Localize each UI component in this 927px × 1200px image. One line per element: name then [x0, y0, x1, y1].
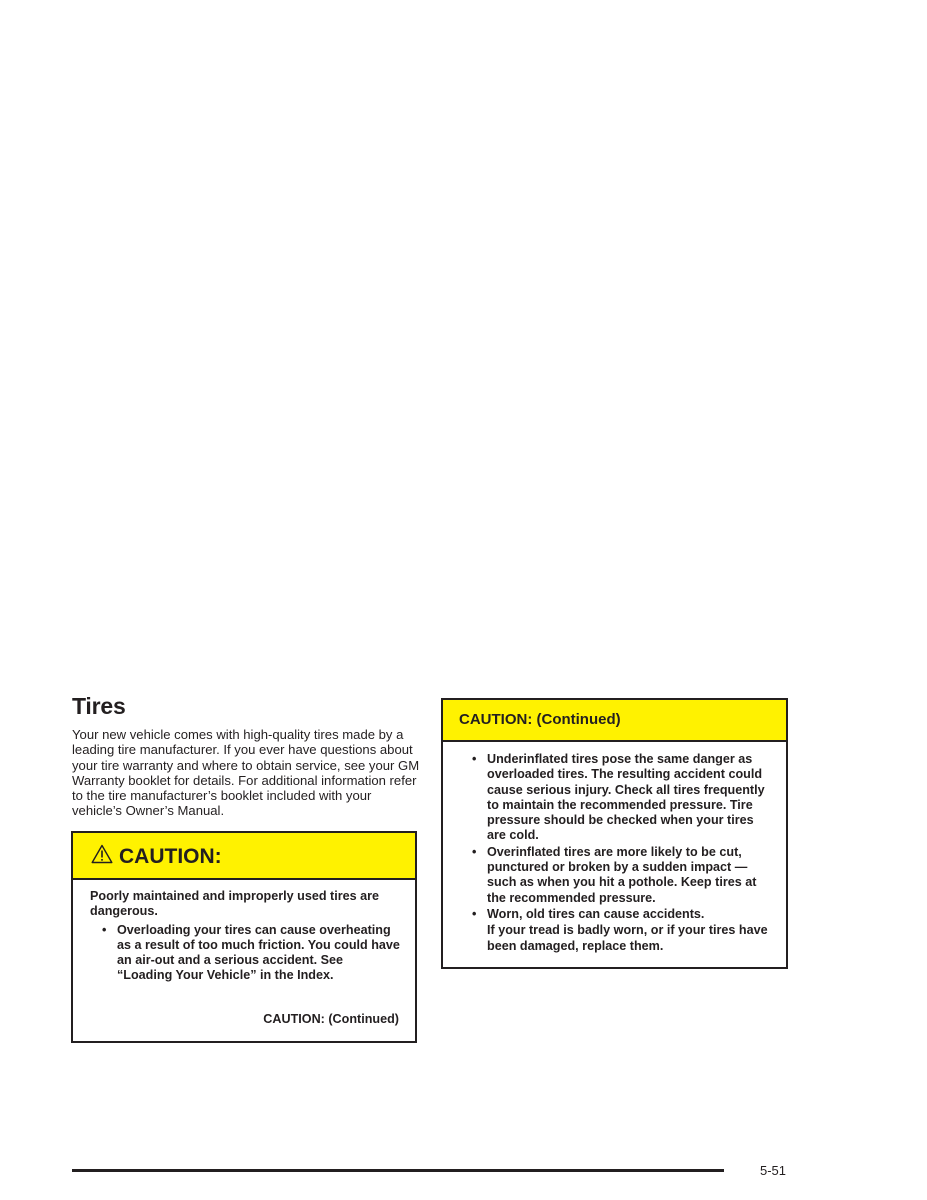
list-item-text: Worn, old tires can cause accidents.: [487, 906, 705, 921]
list-item: [459, 907, 772, 922]
caution-extra-text: If your tread is badly worn, or if your tires have been damaged, replace them.: [487, 923, 768, 953]
list-item-text: Overloading your tires can cause overheating as a result of too much friction. You could have an air-out and a serious accident. See “Loading Your Vehicle” in the Index.: [117, 922, 400, 983]
page-number: 5-51: [760, 1163, 787, 1178]
caution-header: [73, 833, 415, 880]
list-item: [90, 923, 401, 984]
caution-lead: Poorly maintained and improperly used tires are dangerous.: [90, 889, 380, 919]
bullet-icon: •: [102, 922, 107, 937]
intro-paragraph: Your new vehicle comes with high-quality tires made by a leading tire manufacturer. If you ever have questions about your tire warranty and where to obtain service, see your GM Warranty booklet for details. For additional information refer to the tire manufacturer’s booklet included with your vehicle’s Owner’s Manual.: [72, 727, 420, 819]
list-item: [459, 845, 772, 906]
caution-title: CAUTION:: [119, 845, 222, 868]
caution-continued-body: [443, 742, 786, 954]
caution-continued-header: CAUTION: (Continued): [443, 700, 786, 742]
caution-body: [73, 880, 415, 984]
caution-continued-bullet-list: [459, 752, 772, 922]
caution-bullet-list: [90, 923, 401, 984]
list-item-text: Underinflated tires pose the same danger as overloaded tires. The resulting accident could cause serious injury. Check all tires frequently to maintain the recommended pressure. Tire pressure should be checked when your tires are cold.: [487, 752, 765, 843]
list-item: [459, 752, 772, 844]
continued-label: CAUTION: (Continued): [263, 1012, 399, 1026]
bullet-icon: •: [472, 844, 477, 859]
section-heading: Tires: [72, 693, 126, 719]
warning-triangle-icon: [91, 844, 113, 864]
caution-continued-box: [441, 698, 788, 969]
bullet-icon: •: [472, 752, 477, 766]
list-item-text: Overinflated tires are more likely to be cut, punctured or broken by a sudden impact — such as when you hit a pothole. Keep tires at the recommended pressure.: [487, 844, 757, 905]
caution-box: [71, 831, 417, 1043]
footer-rule: [72, 1169, 724, 1172]
bullet-icon: •: [472, 906, 477, 921]
